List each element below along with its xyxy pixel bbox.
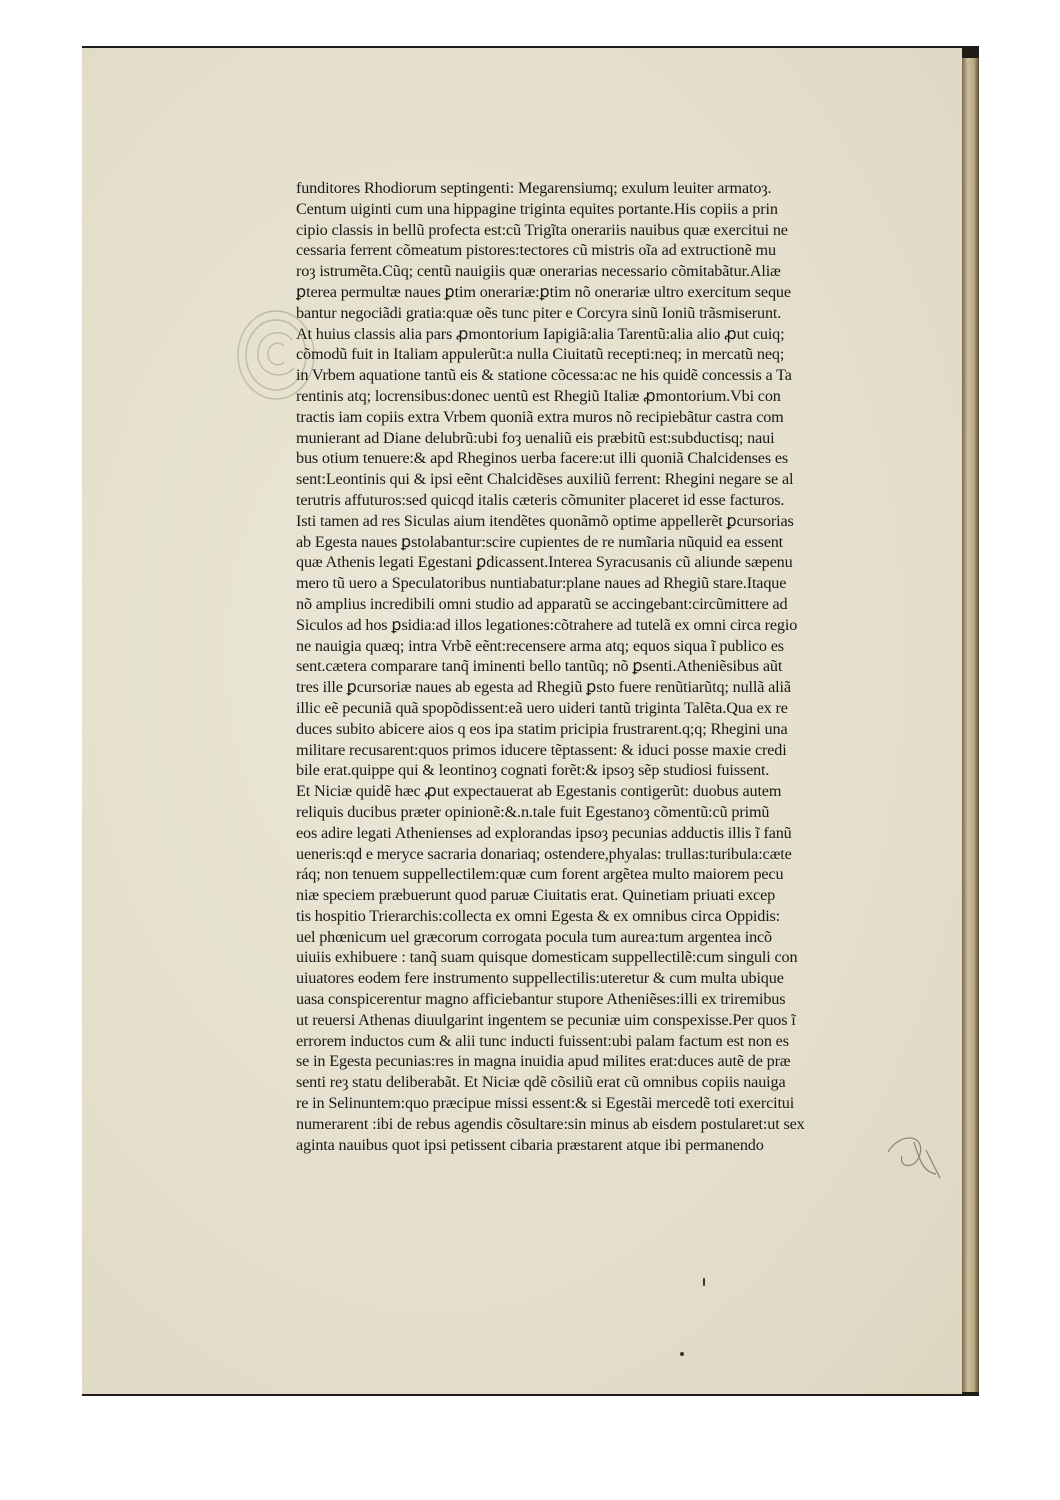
text-line: cõmodũ fuit in Italiam appulerũt:a nulla Ciuitatũ recepti:neq; in mercatũ neq; — [296, 345, 785, 364]
text-line: mero tũ uero a Speculatoribus nuntiabatur:plane naues ad Rhegiũ stare.Itaque — [296, 574, 787, 593]
text-line: aginta nauibus quot ipsi petissent cibaria præstarent atque ibi permanendo — [296, 1135, 764, 1154]
text-line: tis hospitio Trierarchis:collecta ex omni Egesta & ex omnibus circa Oppidis: — [296, 906, 781, 925]
text-line: ut reuersi Athenas diuulgarint ingentem se pecuniæ uim conspexisse.Per quos ĩ — [296, 1010, 796, 1029]
text-line: Siculos ad hos ꝑsidia:ad illos legationes:cõtrahere ad tutelã ex omni circa regio — [296, 615, 798, 634]
page-edge — [962, 58, 979, 1392]
text-line: reliquis ducibus præter opinionẽ:&.n.tale fuit Egestanoȝ cõmentũ:cũ primũ — [296, 802, 770, 821]
text-line: funditores Rhodiorum septingenti: Megarensiumq; exulum leuiter armatoȝ. — [296, 179, 772, 197]
text-line: nõ amplius incredibili omni studio ad apparatũ se accingebant:circũmittere ad — [296, 594, 788, 613]
text-line: uasa conspicerentur magno afficiebantur stupore Atheniẽses:illi ex triremibus — [296, 990, 786, 1009]
text-line: At huius classis alia pars ꝓmontorium Iapigiã:alia Tarentũ:alia alio ꝓut cuiq; — [296, 324, 785, 343]
ink-speck — [703, 1278, 705, 1286]
text-line: Et Niciæ quidẽ hæc ꝓut expectauerat ab Egestanis contigerũt: duobus autem — [296, 782, 782, 801]
text-line: ráq; non tenuem suppellectilem:quæ cum forent argẽtea multo maiorem pecu — [296, 865, 784, 884]
text-line: errorem inductos cum & alii tunc inducti fuissent:ubi palam factum est non es — [296, 1031, 789, 1050]
text-line: illic eẽ pecuniã quã spopõdissent:eã uero uideri tantũ triginta Talẽta.Qua ex re — [296, 698, 788, 717]
ink-speck — [680, 1352, 684, 1356]
text-line: sent:Leontinis qui & ipsi eẽnt Chalcidẽses auxiliũ ferrent: Rhegini negare se al — [296, 470, 794, 489]
text-line: Centum uiginti cum una hippagine triginta equites portante.His copiis a prin — [296, 199, 778, 218]
text-line: uiuatores eodem fere instrumento suppellectilis:uteretur & cum multa ubique — [296, 969, 784, 988]
text-line: militare recusarent:quos primos iducere tẽptassent: & iduci posse maxie credi — [296, 740, 787, 759]
text-line: uel phœnicum uel græcorum corrogata pocula tum aurea:tum argentea incõ — [296, 927, 773, 946]
text-line: niæ speciem præbuerunt quod paruæ Ciuitatis erat. Quinetiam priuati excep — [296, 886, 776, 905]
text-line: cipio classis in bellũ profecta est:cũ Trigĩta onerariis nauibus quæ exercitui ne — [296, 220, 788, 239]
printed-text — [296, 178, 936, 1155]
text-line: rentinis atq; locrensibus:donec uentũ est Rhegiũ Italiæ ꝓmontorium.Vbi con — [296, 386, 781, 405]
text-line: ab Egesta naues ꝑstolabantur:scire cupientes de re numĩaria nũquid ea essent — [296, 532, 784, 551]
text-line: ne nauigia quæq; intra Vrbẽ eẽnt:recensere arma atq; equos siqua ĩ publico es — [296, 636, 784, 655]
text-line: bantur negociãdi gratia:quæ oẽs tunc piter e Corcyra sinũ Ioniũ trãsmiserunt. — [296, 303, 782, 322]
text-line: roȝ istrumẽta.Cũq; centũ nauigiis quæ onerarias necessario cõmitabãtur.Aliæ — [296, 262, 781, 281]
text-line: Isti tamen ad res Siculas aium itendẽtes quonãmõ optime appellerẽt ꝑcursorias — [296, 511, 794, 530]
text-line: eos adire legati Athenienses ad explorandas ipsoȝ pecunias adductis illis ĩ fanũ — [296, 823, 792, 842]
text-line: bile erat.quippe qui & leontinoȝ cognati forẽt:& ipsoȝ sẽp studiosi fuissent. — [296, 761, 770, 780]
text-line: quæ Athenis legati Egestani ꝑdicassent.Interea Syracusanis cũ aliunde sæpenu — [296, 553, 793, 572]
text-line: sent.cætera comparare tanq̃ iminenti bello tantũq; nõ ꝑsenti.Atheniẽsibus aũt — [296, 657, 783, 676]
text-line: tractis iam copiis extra Vrbem quoniã extra muros nõ recipiebãtur castra com — [296, 407, 784, 426]
text-line: re in Selinuntem:quo præcipue missi essent:& si Egestãi mercedẽ toti exercitui — [296, 1094, 795, 1113]
text-line: numerarent :ibi de rebus agendis cõsultare:sin minus ab eisdem postularet:ut sex — [296, 1114, 805, 1133]
text-line: in Vrbem aquatione tantũ eis & statione cõcessa:ac ne his quidẽ concessis a Ta — [296, 366, 792, 385]
text-line: duces subito abicere aios q eos ipa statim pricipia frustrarent.q;q; Rhegini una — [296, 719, 788, 738]
text-line: cessaria ferrent cõmeatum pistores:tectores cũ mistris oĩa ad extructionẽ mu — [296, 241, 776, 260]
text-line: bus otium tenuere:& apd Rheginos uerba facere:ut illi quoniã Chalcidenses es — [296, 449, 789, 468]
text-line: ꝑterea permultæ naues ꝑtim onerariæ:ꝑtim nõ onerariæ ultro exercitum seque — [296, 282, 791, 301]
text-line: senti reȝ statu deliberabãt. Et Niciæ qdẽ cõsiliũ erat cũ omnibus copiis nauiga — [296, 1073, 786, 1092]
text-line: uiuiis exhibuere : tanq̃ suam quisque domesticam suppellectilẽ:cum singuli con — [296, 948, 798, 967]
text-line: terutris affuturos:sed quicqd italis cæteris cõmuniter placeret id esse facturos. — [296, 490, 785, 509]
text-line: ueneris:qd e meryce sacraria donariaq; ostendere,phyalas: trullas:turibula:cæte — [296, 844, 792, 863]
text-line: se in Egesta pecunias:res in magna inuidia apud milites erat:duces autẽ de præ — [296, 1052, 791, 1071]
text-line: tres ille ꝑcursoriæ naues ab egesta ad Rhegiũ ꝑsto fuere renũtiarũtq; nullã aliã — [296, 678, 791, 697]
text-line: munierant ad Diane delubrũ:ubi foȝ uenaliũ eis præbitũ est:subductisq; naui — [296, 428, 775, 447]
